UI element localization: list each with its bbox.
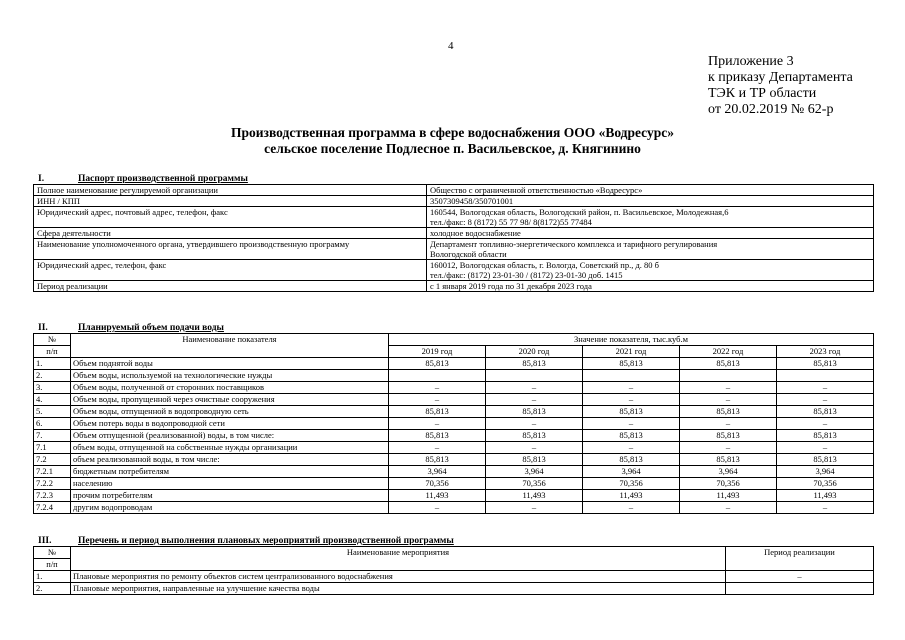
row-value: 85,813 [680, 358, 777, 370]
header-year: 2023 год [777, 346, 874, 358]
row-indicator-name: населению [71, 478, 389, 490]
passport-row [34, 260, 874, 281]
header-year: 2020 год [486, 346, 583, 358]
row-value: – [680, 382, 777, 394]
row-value: 85,813 [583, 430, 680, 442]
table-row [34, 442, 874, 454]
section3-number: III. [38, 536, 52, 546]
table-row [34, 571, 874, 583]
section1-number: I. [38, 174, 45, 184]
activities-table [33, 546, 874, 595]
row-value: 85,813 [389, 358, 486, 370]
row-value: – [389, 442, 486, 454]
header-year: 2019 год [389, 346, 486, 358]
row-value: 85,813 [777, 430, 874, 442]
row-number: 7. [34, 430, 71, 442]
appendix-line: от 20.02.2019 № 62-р [708, 102, 834, 117]
passport-label: Полное наименование регулируемой организации [34, 185, 427, 196]
row-indicator-name: Объем воды, используемой на технологические нужды [71, 370, 389, 382]
table-row [34, 418, 874, 430]
passport-row [34, 281, 874, 292]
passport-label: Юридический адрес, телефон, факс [34, 260, 427, 281]
row-value: – [389, 394, 486, 406]
row-value: 70,356 [777, 478, 874, 490]
section3-heading [38, 536, 454, 546]
row-value [680, 370, 777, 382]
passport-label: Сфера деятельности [34, 228, 427, 239]
passport-value [427, 228, 874, 239]
passport-value-line: Общество с ограниченной ответственностью «Водресурс» [430, 185, 643, 195]
passport-value-line: 3507309458/350701001 [430, 196, 514, 206]
passport-label: Юридический адрес, почтовый адрес, телефон, факс [34, 207, 427, 228]
row-value: 3,964 [680, 466, 777, 478]
row-value: 70,356 [486, 478, 583, 490]
row-value: – [389, 382, 486, 394]
row-value: – [680, 502, 777, 514]
row-value: 3,964 [486, 466, 583, 478]
header-no: № [34, 547, 71, 559]
row-number: 1. [34, 358, 71, 370]
water-supply-table [33, 333, 874, 514]
passport-value-line: с 1 января 2019 года по 31 декабря 2023 года [430, 281, 592, 291]
table-row [34, 382, 874, 394]
row-number: 3. [34, 382, 71, 394]
passport-value [427, 260, 874, 281]
table-row [34, 358, 874, 370]
row-value: – [680, 442, 777, 454]
table-row [34, 370, 874, 382]
row-number: 2. [34, 370, 71, 382]
row-indicator-name: Объем потерь воды в водопроводной сети [71, 418, 389, 430]
row-value: 85,813 [777, 406, 874, 418]
passport-value-line: 160012, Вологодская область, г. Вологда, Советский пр., д. 80 б [430, 260, 660, 270]
row-value: 85,813 [486, 454, 583, 466]
row-value: 3,964 [583, 466, 680, 478]
row-value: 11,493 [486, 490, 583, 502]
document-title-line1: Производственная программа в сфере водоснабжения ООО «Водресурс» [231, 125, 674, 140]
passport-row [34, 207, 874, 228]
header-no: № [34, 334, 71, 346]
row-indicator-name: объем реализованной воды, в том числе: [71, 454, 389, 466]
row-value: – [486, 502, 583, 514]
row-number: 1. [34, 571, 71, 583]
row-value [389, 370, 486, 382]
passport-value-line: Вологодской области [430, 249, 507, 259]
row-value: 11,493 [777, 490, 874, 502]
table-row [34, 466, 874, 478]
row-value: 85,813 [680, 430, 777, 442]
row-indicator-name: Объем воды, полученной от сторонних поставщиков [71, 382, 389, 394]
passport-label: Период реализации [34, 281, 427, 292]
table-row [34, 490, 874, 502]
row-value: 11,493 [680, 490, 777, 502]
section1-heading [38, 174, 248, 184]
row-value: 85,813 [583, 358, 680, 370]
row-value: – [583, 382, 680, 394]
row-value: 3,964 [777, 466, 874, 478]
appendix-line: ТЭК и ТР области [708, 86, 817, 101]
row-value: – [583, 502, 680, 514]
row-indicator-name: Объем отпущенной (реализованной) воды, в том числе: [71, 430, 389, 442]
row-value: 70,356 [680, 478, 777, 490]
row-number: 2. [34, 583, 71, 595]
row-value: 85,813 [486, 430, 583, 442]
page-number: 4 [448, 40, 454, 52]
passport-label: ИНН / КПП [34, 196, 427, 207]
row-value: – [680, 394, 777, 406]
passport-row [34, 228, 874, 239]
row-value: 85,813 [583, 406, 680, 418]
table-row [34, 406, 874, 418]
header-no-sub: п/п [34, 559, 71, 571]
document-title-line2: сельское поселение Подлесное п. Васильевское, д. Княгинино [264, 141, 641, 156]
table-row [34, 394, 874, 406]
row-value [777, 370, 874, 382]
passport-value-line: тел./факс: (8172) 23-01-30 / (8172) 23-01-30 доб. 1415 [430, 270, 623, 280]
row-value: – [777, 502, 874, 514]
table-row [34, 478, 874, 490]
row-number: 7.2.1 [34, 466, 71, 478]
section2-title: Планируемый объем подачи воды [78, 323, 224, 333]
row-value: – [583, 442, 680, 454]
row-value: 70,356 [389, 478, 486, 490]
header-indicator-value: Значение показателя, тыс.куб.м [389, 334, 874, 346]
row-number: 6. [34, 418, 71, 430]
passport-value-line: Департамент топливно-энергетического комплекса и тарифного регулирования [430, 239, 718, 249]
row-value [486, 370, 583, 382]
row-value: – [777, 442, 874, 454]
row-value [583, 370, 680, 382]
row-value: 85,813 [389, 454, 486, 466]
table-row [34, 583, 874, 595]
row-number: 4. [34, 394, 71, 406]
row-indicator-name: Объем поднятой воды [71, 358, 389, 370]
passport-label: Наименование уполномоченного органа, утвердившего производственную программу [34, 239, 427, 260]
row-value: 85,813 [680, 454, 777, 466]
header-activity-name: Наименование мероприятия [71, 547, 726, 571]
row-value: – [680, 418, 777, 430]
passport-value [427, 185, 874, 196]
passport-value [427, 207, 874, 228]
header-indicator-name: Наименование показателя [71, 334, 389, 358]
row-value: – [486, 394, 583, 406]
row-period [726, 583, 874, 595]
passport-row [34, 196, 874, 207]
row-value: – [389, 418, 486, 430]
appendix-note [708, 54, 853, 118]
row-value: – [583, 394, 680, 406]
header-year: 2022 год [680, 346, 777, 358]
row-value: 85,813 [777, 454, 874, 466]
row-indicator-name: бюджетным потребителям [71, 466, 389, 478]
passport-value [427, 239, 874, 260]
table-row [34, 430, 874, 442]
row-value: 85,813 [583, 454, 680, 466]
row-value: 85,813 [389, 406, 486, 418]
row-activity-name: Плановые мероприятия по ремонту объектов систем централизованного водоснабжения [71, 571, 726, 583]
section2-heading [38, 323, 224, 333]
row-number: 7.1 [34, 442, 71, 454]
section3-title: Перечень и период выполнения плановых мероприятий производственной программы [78, 536, 454, 546]
row-period: – [726, 571, 874, 583]
passport-value-line: тел./факс: 8 (8172) 55 77 98/ 8(8172)55 77484 [430, 217, 592, 227]
row-value: 85,813 [680, 406, 777, 418]
row-indicator-name: объем воды, отпущенной на собственные нужды организации [71, 442, 389, 454]
section2-number: II. [38, 323, 48, 333]
row-value: 85,813 [389, 430, 486, 442]
row-value: – [486, 442, 583, 454]
row-number: 7.2.2 [34, 478, 71, 490]
row-activity-name: Плановые мероприятия, направленные на улучшение качества воды [71, 583, 726, 595]
passport-row [34, 239, 874, 260]
row-number: 7.2 [34, 454, 71, 466]
row-value: 70,356 [583, 478, 680, 490]
row-value: – [486, 418, 583, 430]
row-number: 7.2.3 [34, 490, 71, 502]
row-value: – [389, 502, 486, 514]
table-row [34, 454, 874, 466]
row-indicator-name: прочим потребителям [71, 490, 389, 502]
table-row [34, 502, 874, 514]
header-year: 2021 год [583, 346, 680, 358]
row-value: 3,964 [389, 466, 486, 478]
row-number: 5. [34, 406, 71, 418]
passport-value [427, 196, 874, 207]
header-period: Период реализации [726, 547, 874, 571]
row-value: 11,493 [389, 490, 486, 502]
passport-value-line: холодное водоснабжение [430, 228, 521, 238]
row-indicator-name: Объем воды, отпущенной в водопроводную сеть [71, 406, 389, 418]
appendix-line: Приложение 3 [708, 54, 794, 69]
row-value: 85,813 [777, 358, 874, 370]
row-value: – [583, 418, 680, 430]
row-value: 85,813 [486, 406, 583, 418]
passport-value-line: 160544, Вологодская область, Вологодский район, п. Васильевское, Молодежная,6 [430, 207, 729, 217]
row-value: – [777, 382, 874, 394]
row-value: 85,813 [486, 358, 583, 370]
row-value: – [486, 382, 583, 394]
row-indicator-name: Объем воды, пропущенной через очистные сооружения [71, 394, 389, 406]
row-indicator-name: другим водопроводам [71, 502, 389, 514]
row-value: – [777, 418, 874, 430]
row-value: 11,493 [583, 490, 680, 502]
passport-table [33, 184, 874, 292]
section1-title: Паспорт производственной программы [78, 174, 248, 184]
appendix-line: к приказу Департамента [708, 70, 853, 85]
header-no-sub: п/п [34, 346, 71, 358]
row-value: – [777, 394, 874, 406]
passport-value [427, 281, 874, 292]
passport-row [34, 185, 874, 196]
row-number: 7.2.4 [34, 502, 71, 514]
